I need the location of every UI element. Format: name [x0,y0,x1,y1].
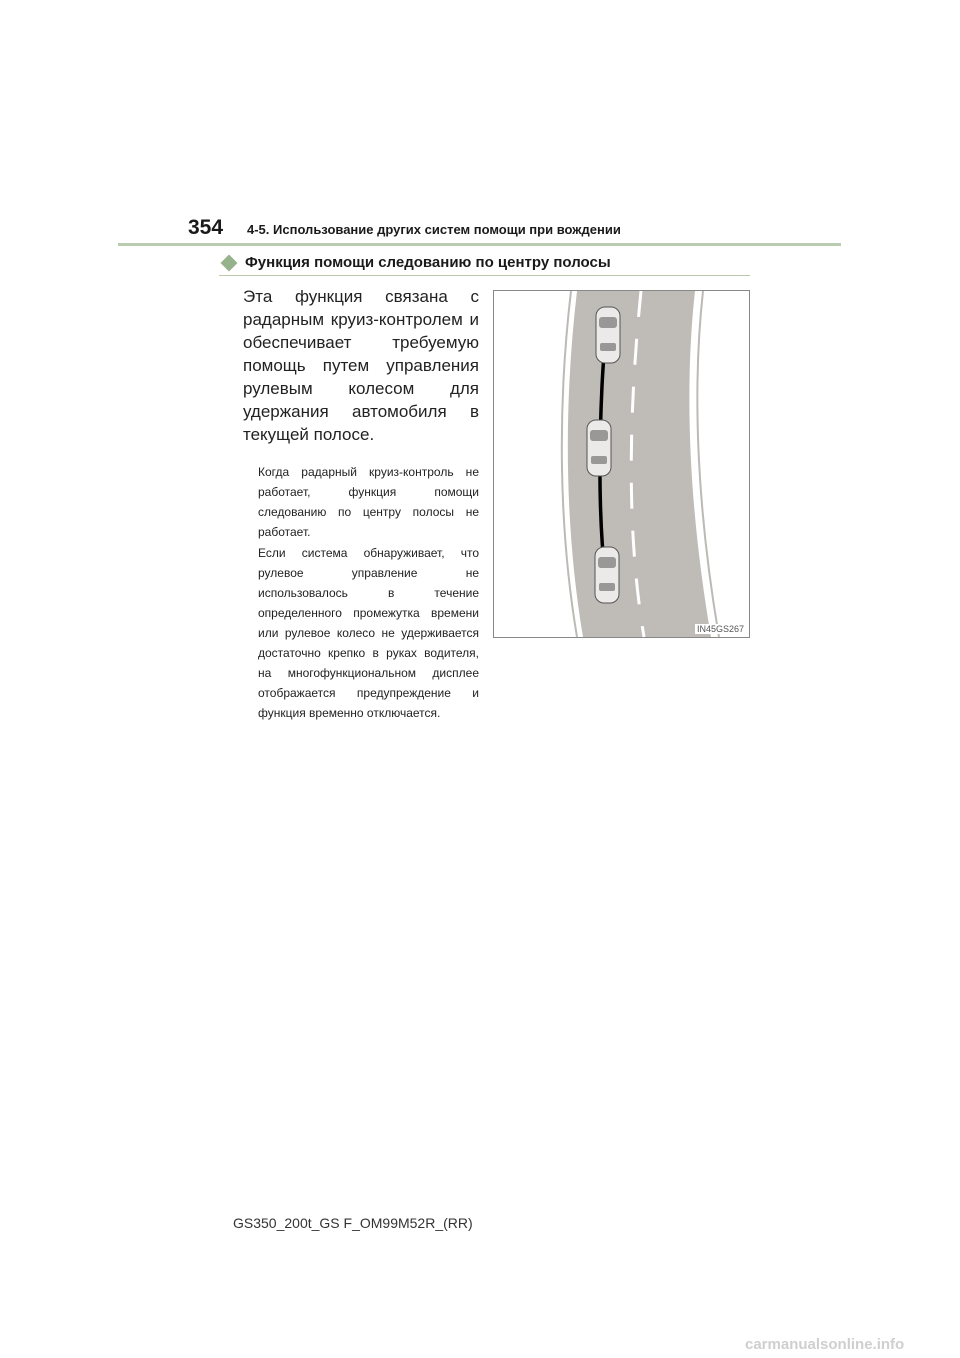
watermark: carmanualsonline.info [745,1336,905,1353]
car-middle [587,420,611,476]
car-bottom [595,547,619,603]
footer-model-code: GS350_200t_GS F_OM99M52R_(RR) [233,1215,473,1231]
page-number: 354 [188,216,224,239]
subheading-rule [219,275,750,276]
subheading-title: Функция помощи следованию по центру полосы [245,254,611,271]
header-rule [118,243,841,246]
figure-code: IN45GS267 [696,624,744,634]
note-steering-warning: Если система обнаруживает, что рулевое управление не использовалось в течение определенного промежутка времени или рулевое колесо не удерживается достаточно крепко в руках водителя, на многофункциональном дисплее отображается предупреждение и функция временно отключается. [258,546,479,720]
main-paragraph: Эта функция связана с радарным круиз-контролем и обеспечивает требуемую помощь путем управления рулевым колесом для удержания автомобиля в текущей полосе. [243,287,479,444]
car-top [596,307,620,363]
section-title: 4-5. Использование других систем помощи при вождении [247,222,621,237]
diamond-icon [221,254,238,271]
note-radar-cruise: Когда радарный круиз-контроль не работает, функция помощи следованию по центру полосы не работает. [258,465,479,539]
lane-centering-illustration [493,290,750,638]
subheading [219,254,750,271]
